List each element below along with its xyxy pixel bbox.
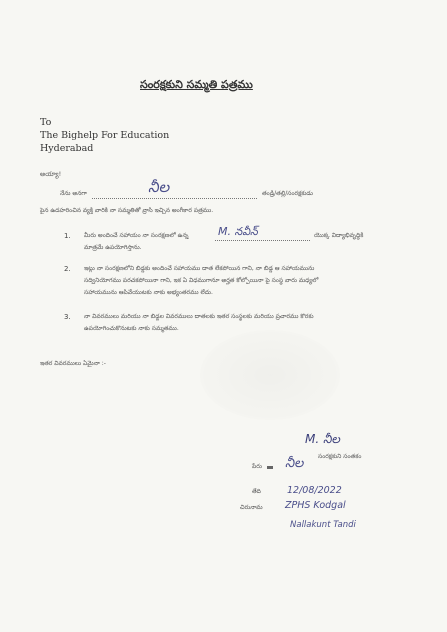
item-3-text-b: ఉపయోగించుకొనుటకు నాకు సమ్మతము. [84, 325, 179, 332]
date-label: తేది [252, 488, 261, 495]
address-city: Hyderabad [40, 143, 94, 154]
item-2-text-c: సహాయమును ఆపివేయుటకు నాకు అభ్యంతరము లేదు. [84, 289, 213, 296]
item-2-text-b: సద్వినియోగము పరచకపోయినా గాని, ఇక ఏ విధముగానూ అర్హత కోల్పోయినా పై సంస్థ వారు మధ్యలో [84, 277, 319, 284]
item-1-text-b: యొక్క విద్యాభివృద్ధికి [314, 232, 364, 239]
item-2-text-a: ఇట్లు నా సంరక్షణలోని బిడ్డకు అందించే సహాయము దాత లేకపోయిన గాని, నా బిడ్డ ఆ సహాయమును [84, 265, 315, 272]
name-dotted-line [92, 198, 257, 199]
address-label: చిరునామ [240, 504, 263, 511]
address-org: The Bighelp For Education [40, 130, 170, 141]
item-1-text-c: మాత్రమే ఉపయోగిస్తాను. [84, 244, 142, 251]
item-3-text-a: నా వివరములు మరియు నా బిడ్డల వివరములు దాతలకు ఇతర సంస్థలకు మరియు ప్రచారము కొరకు [84, 313, 314, 320]
item-1-number: 1. [64, 232, 71, 240]
item-2-number: 2. [64, 265, 71, 273]
line1-suffix: తండ్రి/తల్లి/సంరక్షకుడు [262, 190, 313, 197]
salutation: అయ్యా! [40, 170, 62, 178]
handwritten-child-name: M. నవీన్ [218, 225, 258, 238]
other-details-label: ఇతర వివరములు ఏమైనా :- [40, 360, 106, 367]
name-colon [267, 466, 273, 469]
handwritten-address-line1: ZPHS Kodgal [285, 500, 346, 511]
handwritten-date: 12/08/2022 [287, 485, 342, 496]
name-label: పేరు [252, 463, 262, 470]
item-1-text-a: మీరు అందించే సహాయం నా సంరక్షణలో ఉన్న [84, 232, 189, 239]
line1-prefix: నేను అనగా [60, 190, 87, 197]
handwritten-footer-name: నీల [285, 456, 304, 471]
address-to: To [40, 117, 52, 128]
line2-text: పైన ఉదహరించిన వ్యక్తి వారికి నా సమ్మతితో వ్రాసి ఇచ్చిన అంగీకార పత్రము. [40, 207, 214, 214]
document-title: సంరక్షకుని సమ్మతి పత్రము [140, 78, 253, 91]
signature-label: సంరక్షకుని సంతకం [318, 453, 362, 460]
item-3-number: 3. [64, 313, 71, 321]
handwritten-signature: M. నీల [305, 432, 340, 446]
handwritten-name: నీల [148, 178, 170, 196]
faint-watermark [200, 330, 340, 420]
handwritten-address-line2: Nallakunt Tandi [290, 520, 356, 530]
